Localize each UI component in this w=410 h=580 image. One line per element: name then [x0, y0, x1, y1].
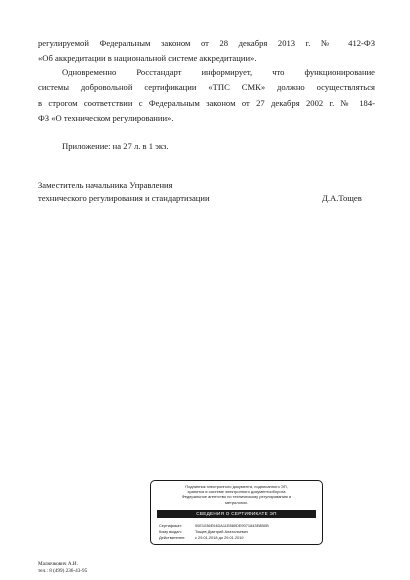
signatory-name: Д.А.Тощев: [322, 193, 362, 203]
certificate-row: [159, 523, 269, 528]
certificate-banner: СВЕДЕНИЯ О СЕРТИФИКАТЕ ЭП: [157, 510, 316, 518]
owner-row: [159, 529, 248, 534]
text-line: Одновременно Росстандарт информирует, что функционирование: [62, 67, 375, 77]
signature-note-line: Подлинник электронного документа, подписанного ЭП,: [185, 484, 288, 489]
validity-label: Действителен:: [159, 535, 186, 540]
attachment-note: [38, 139, 375, 154]
certificate-label: Сертификат:: [159, 523, 183, 528]
owner-value: Тощев Дмитрий Анатольевич: [195, 529, 248, 534]
signatory-title-line: технического регулирования и стандартизации: [38, 193, 210, 203]
text-line: ФЗ «О техническом регулировании».: [38, 113, 174, 124]
signatory-title: [38, 179, 210, 205]
signature-note-line: хранится в системе электронного документооборота: [187, 489, 286, 495]
paragraph-rosstandart-notice: [38, 65, 375, 127]
attachment-text: Приложение: на 27 л. в 1 экз.: [62, 141, 169, 151]
author-phone: тел.: 8 (499) 236-43-95: [38, 568, 88, 574]
signature-note-line: Федеральное агентство по техническому регулированию и: [181, 494, 292, 500]
validity-row: [159, 535, 244, 540]
validity-value: с 29.01.2018 до 29.01.2019: [195, 535, 244, 540]
author-name: Малючкович А.И.: [38, 561, 78, 567]
paragraph-accreditation: [38, 36, 375, 67]
electronic-signature-stamp: [150, 480, 323, 545]
owner-label: Кому выдан:: [159, 529, 182, 534]
text-line: в строгом соответствии с Федеральным законом от 27 декабря 2002 г. № 184-: [38, 97, 375, 108]
text-line: регулируемой Федеральным законом от 28 декабря 2013 г. № 412-ФЗ: [38, 38, 375, 48]
signatory-title-line: Заместитель начальника Управления: [38, 180, 173, 190]
text-line: «Об аккредитации в национальной системе аккредитации».: [38, 53, 257, 64]
signature-note-line: метрологии.: [225, 499, 248, 505]
text-line: системы добровольной сертификации «ТПС СМК» должно осуществляться: [38, 82, 375, 93]
certificate-value: 00E1036E04DA11E880DE9071843E8B0B: [195, 523, 269, 528]
document-footer: [38, 561, 87, 575]
signature-note: [157, 484, 316, 505]
